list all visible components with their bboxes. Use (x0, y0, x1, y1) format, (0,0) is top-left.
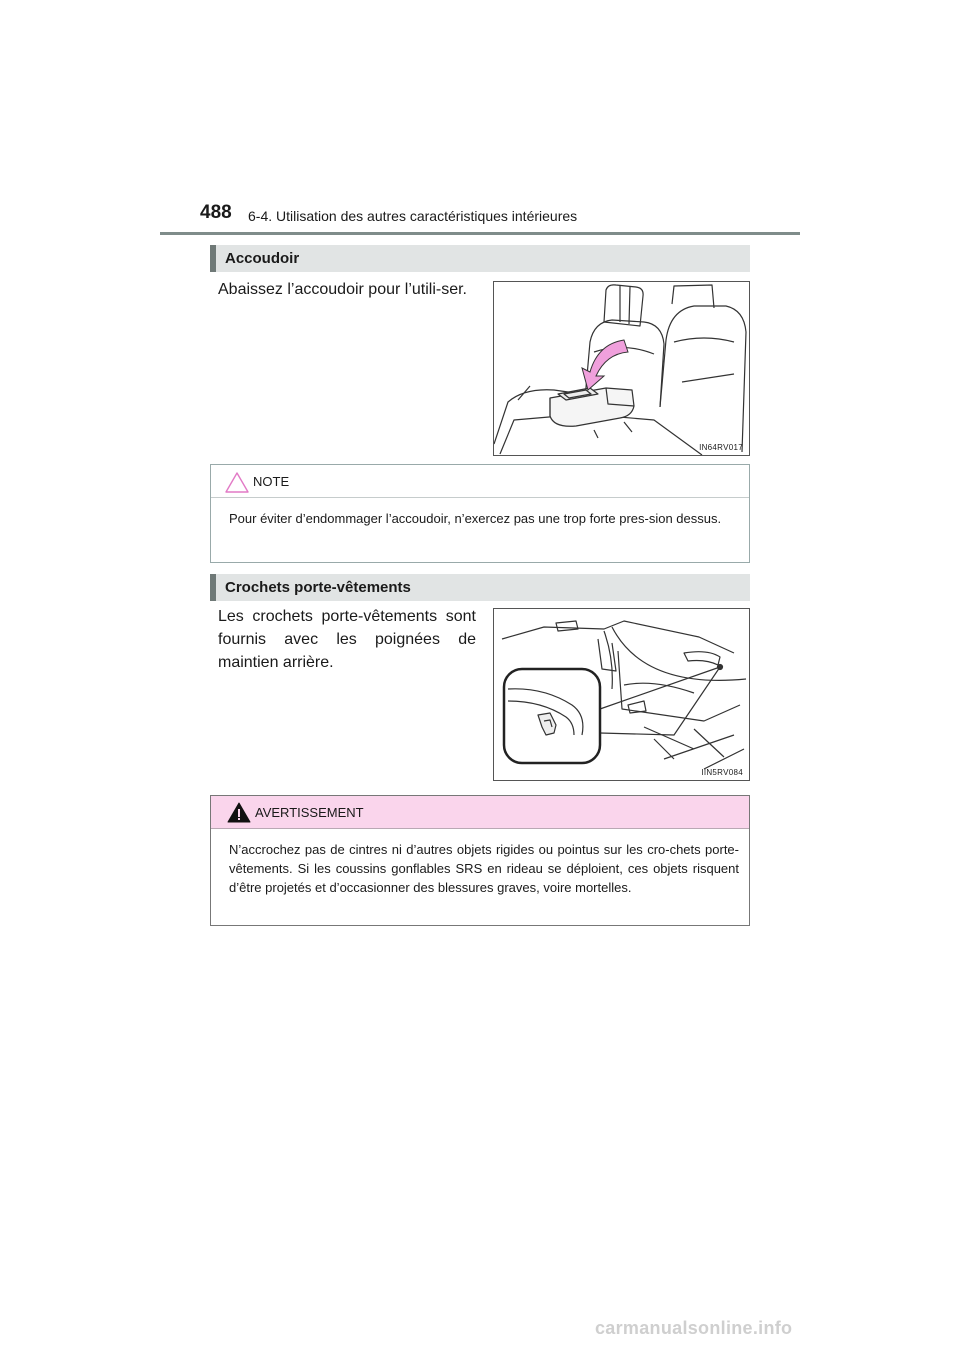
clothes-hooks-illustration (493, 608, 750, 781)
rear-seat-armrest-drawing (494, 282, 749, 455)
armrest-illustration (493, 281, 750, 456)
fold-down-arrow-icon (582, 340, 628, 390)
section-heading-armrest: Accoudoir (210, 245, 750, 272)
rear-grip-hook-drawing (494, 609, 749, 780)
chapter-title: 6-4. Utilisation des autres caractéristiques intérieures (248, 208, 578, 224)
page-number: 488 (200, 202, 232, 223)
header-rule (160, 232, 800, 235)
warning-text: N’accrochez pas de cintres ni d’autres objets rigides ou pointus sur les cro-chets porte-vêtements. Si les coussins gonflables SRS en rideau se déploient, ces objets risquent d’être projetés et d’occasionner des blessures graves, voire mortelles. (229, 842, 739, 895)
clothes-hooks-description: Les crochets porte-vêtements sont fournis avec les poignées de maintien arrière. (218, 608, 476, 671)
note-text: Pour éviter d’endommager l’accoudoir, n’exercez pas une trop forte pres-sion dessus. (229, 511, 722, 526)
note-header (211, 465, 749, 498)
warning-header (211, 796, 749, 829)
watermark: carmanualsonline.info (595, 1318, 793, 1338)
armrest-instructions: Abaissez l’accoudoir pour l’utili-ser. (218, 281, 467, 298)
clothes-hooks-figure-code: IIN5RV084 (701, 768, 743, 777)
note-box (210, 464, 750, 563)
warning-box (210, 795, 750, 926)
section-heading-clothes-hooks: Crochets porte-vêtements (210, 574, 750, 601)
warning-triangle-icon (227, 802, 251, 823)
note-title: NOTE (253, 474, 290, 489)
warning-title: AVERTISSEMENT (255, 805, 364, 820)
armrest-figure-code: IN64RV017 (699, 443, 743, 452)
caution-triangle-icon (225, 472, 249, 493)
